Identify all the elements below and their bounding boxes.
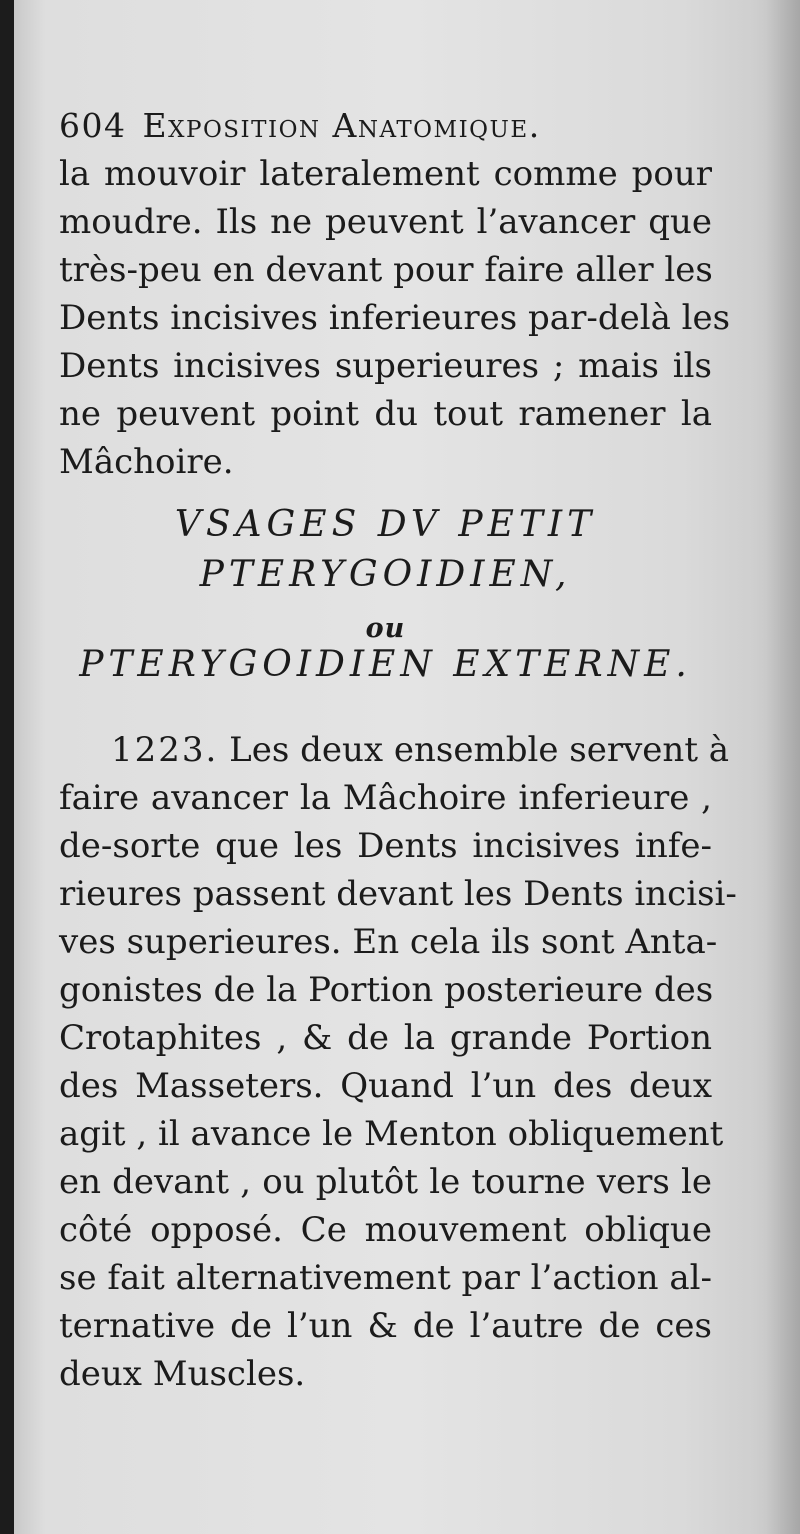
page-number: 604 bbox=[59, 106, 127, 145]
text-line: rieures passent devant les Dents incisi- bbox=[59, 874, 737, 914]
running-head bbox=[59, 102, 712, 150]
text-line: agit , il avance le Menton obliquement bbox=[59, 1114, 724, 1154]
section-heading-line: PTERYGOIDIEN, bbox=[199, 554, 572, 595]
text-line: en devant , ou plutôt le tourne vers le bbox=[59, 1162, 712, 1202]
text-line: gonistes de la Portion posterieure des bbox=[59, 970, 714, 1010]
text-line: deux Muscles. bbox=[59, 1354, 306, 1394]
text-line: moudre. Ils ne peuvent l’avancer que bbox=[59, 202, 712, 242]
running-head-title: Exposition Anatomique. bbox=[142, 106, 541, 145]
text-line: Crotaphites , & de la grande Portion bbox=[59, 1018, 712, 1058]
text-line: Dents incisives inferieures par-delà les bbox=[59, 298, 731, 338]
paragraph-number: 1223. bbox=[111, 730, 219, 770]
text-line: très-peu en devant pour faire aller les bbox=[59, 250, 713, 290]
text-line: ternative de l’un & de l’autre de ces bbox=[59, 1306, 712, 1346]
text-line: de-sorte que les Dents incisives infe- bbox=[59, 826, 712, 866]
text-line: la mouvoir lateralement comme pour bbox=[59, 154, 712, 194]
text-line: Mâchoire. bbox=[59, 442, 234, 482]
text-line: des Masseters. Quand l’un des deux bbox=[59, 1066, 712, 1106]
paragraph-first-line: Les deux ensemble servent à bbox=[229, 730, 730, 770]
text-line: se fait alternativement par l’action al- bbox=[59, 1258, 712, 1298]
text-line: Dents incisives superieures ; mais ils bbox=[59, 346, 712, 386]
section-heading-line: PTERYGOIDIEN EXTERNE. bbox=[79, 644, 692, 685]
text-line: ne peuvent point du tout ramener la bbox=[59, 394, 712, 434]
section-heading-connector: ou bbox=[365, 613, 406, 644]
text-line: faire avancer la Mâchoire inferieure , bbox=[59, 778, 712, 818]
text-line bbox=[111, 726, 730, 774]
text-line: côté opposé. Ce mouvement oblique bbox=[59, 1210, 712, 1250]
section-heading-line: VSAGES DV PETIT bbox=[174, 504, 597, 545]
book-page bbox=[14, 0, 800, 1534]
page-gutter-shadow bbox=[766, 0, 800, 1534]
text-line: ves superieures. En cela ils sont Anta- bbox=[59, 922, 718, 962]
